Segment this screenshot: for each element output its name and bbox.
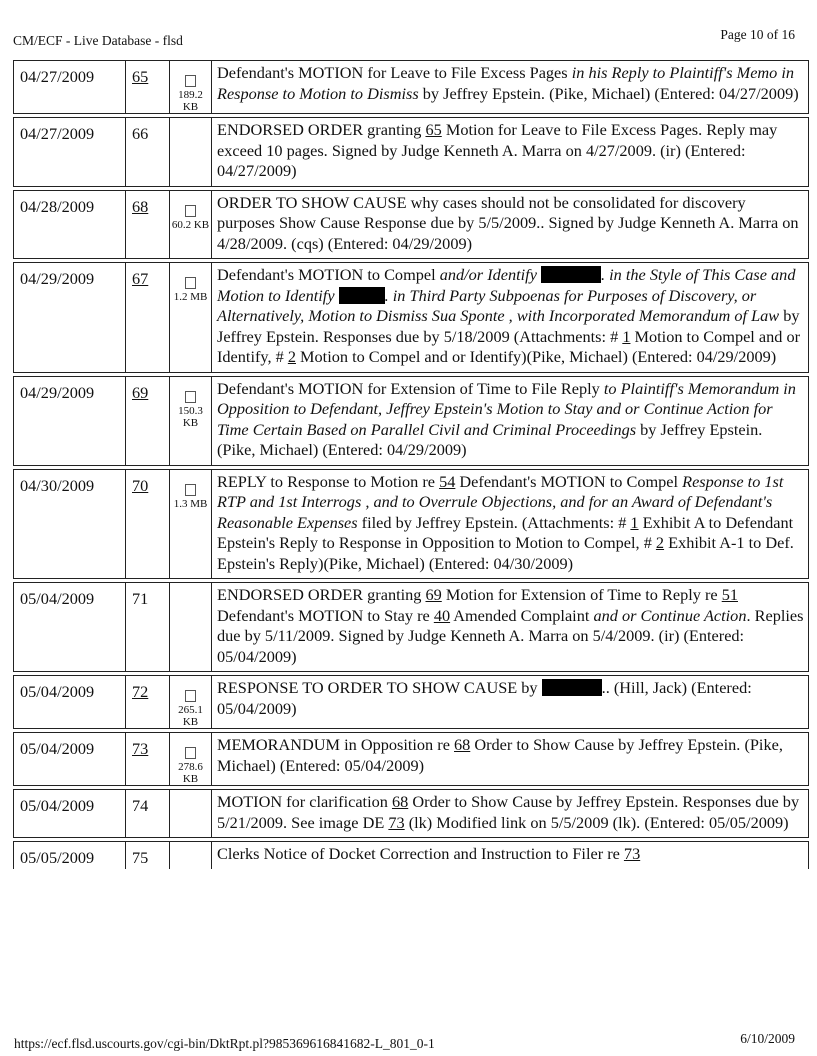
- docket-entry-row: [13, 675, 809, 729]
- document-size: 1.2 MB: [173, 291, 208, 303]
- entry-text: . Replies due by 5/11/2009. Signed by Judge Kenneth A. Marra on 5/4/2009. (ir) (Entered: 05/04/2009): [217, 605, 804, 666]
- docket-reference-link[interactable]: 51: [721, 585, 738, 604]
- docket-entry-row: [13, 376, 809, 466]
- entry-text: Defendant's MOTION for Extension of Time to File Reply: [217, 378, 604, 398]
- entry-number: 66: [132, 124, 149, 143]
- document-icon[interactable]: [185, 75, 196, 87]
- entry-text: Defendant's MOTION for Leave to File Excess Pages: [217, 63, 572, 82]
- entry-text: ENDORSED ORDER granting: [217, 120, 426, 139]
- entry-text: ENDORSED ORDER granting: [217, 585, 426, 604]
- document-cell: [169, 117, 211, 187]
- docket-reference-link[interactable]: 40: [433, 605, 451, 625]
- entry-number-cell: [125, 376, 169, 466]
- docket-entry-row: [13, 190, 809, 260]
- page-footer-url: https://ecf.flsd.uscourts.gov/cgi-bin/DktRpt.pl?985369616841682-L_801_0-1: [14, 1036, 435, 1051]
- document-cell: [169, 469, 211, 580]
- docket-entry-row: [13, 732, 809, 786]
- redaction-block: [541, 266, 601, 283]
- document-icon[interactable]: [185, 747, 196, 759]
- entry-description: [211, 732, 809, 786]
- docket-table: [13, 57, 809, 872]
- entry-number-cell: [125, 190, 169, 260]
- docket-reference-link[interactable]: 1: [622, 326, 631, 346]
- entry-number-cell: [125, 469, 169, 580]
- entry-date: 04/27/2009: [13, 117, 125, 187]
- entry-text: ORDER TO SHOW CAUSE why cases should not be consolidated for discovery purposes Show Cause Response due by 5/5/2009.. Signed by Judge Kenneth A. Marra on 4/28/2009. (cqs) (Entered: 04/29/2009): [217, 192, 799, 253]
- entry-text: RESPONSE TO ORDER TO SHOW CAUSE by: [217, 678, 542, 697]
- docket-entry-row: [13, 117, 809, 187]
- entry-description: [211, 117, 809, 187]
- docket-reference-link[interactable]: 73: [388, 812, 405, 832]
- entry-number: 75: [132, 848, 149, 867]
- entry-date: 04/29/2009: [13, 262, 125, 373]
- document-cell: [169, 190, 211, 260]
- entry-text: Defendant's MOTION to Compel: [455, 471, 683, 491]
- entry-text: by Jeffrey Epstein. (Pike, Michael) (Entered: 04/29/2009): [217, 419, 763, 459]
- document-cell: [169, 262, 211, 373]
- italic-text: Response to 1st RTP and 1st Interrogs , and to Overrule Objections, and for an Award of Defendant's Reasonable Expenses: [217, 471, 784, 532]
- entry-text: Defendant's MOTION to Stay re: [217, 605, 434, 625]
- entry-description: [211, 789, 809, 838]
- entry-date: 05/05/2009: [13, 841, 125, 869]
- entry-date: 05/04/2009: [13, 789, 125, 838]
- entry-number-link[interactable]: 69: [132, 382, 149, 402]
- entry-text: Clerks Notice of Docket Correction and Instruction to Filer re: [217, 844, 624, 863]
- italic-text: and/or Identify: [439, 265, 541, 284]
- document-cell: [169, 582, 211, 672]
- entry-description: [211, 469, 809, 580]
- entry-text: Order to Show Cause by Jeffrey Epstein. (Pike, Michael) (Entered: 05/04/2009): [217, 735, 783, 775]
- entry-text: Motion to Compel and or Identify)(Pike, Michael) (Entered: 04/29/2009): [295, 347, 777, 366]
- document-size: 278.6 KB: [178, 761, 203, 785]
- entry-description: [211, 190, 809, 260]
- entry-number: 74: [132, 796, 149, 815]
- entry-description: [211, 60, 809, 114]
- entry-number-link[interactable]: 65: [132, 67, 149, 86]
- entry-number-link[interactable]: 72: [132, 682, 149, 701]
- document-link[interactable]: [170, 391, 211, 429]
- docket-reference-link[interactable]: 68: [454, 735, 471, 754]
- docket-reference-link[interactable]: 2: [655, 533, 665, 552]
- document-size: 60.2 KB: [171, 218, 210, 231]
- redaction-block: [339, 287, 385, 304]
- document-cell: [169, 732, 211, 786]
- document-size: 189.2 KB: [178, 89, 203, 113]
- entry-date: 05/04/2009: [13, 732, 125, 786]
- entry-number-cell: [125, 262, 169, 373]
- entry-text: REPLY to Response to Motion re: [217, 471, 440, 491]
- docket-reference-link[interactable]: 73: [623, 844, 641, 863]
- entry-text: Exhibit A-1 to Def. Epstein's Reply)(Pike, Michael) (Entered: 04/30/2009): [217, 533, 794, 573]
- entry-text: MEMORANDUM in Opposition re: [217, 735, 454, 754]
- italic-text: . in Third Party Subpoenas for Purposes of Discovery, or Alternatively, Motion to Dismiss Sua Sponte , with Incorporated Memorandum of Law: [217, 285, 780, 325]
- entry-text: Exhibit A to Defendant Epstein's Reply to Response in Opposition to Motion to Compel, #: [217, 512, 794, 552]
- entry-text: by Jeffrey Epstein. (Pike, Michael) (Entered: 04/27/2009): [418, 83, 799, 103]
- docket-entry-row: [13, 582, 809, 672]
- entry-date: 04/29/2009: [13, 376, 125, 466]
- docket-reference-link[interactable]: 1: [630, 512, 639, 532]
- document-cell: [169, 841, 211, 869]
- docket-reference-link[interactable]: 54: [439, 471, 456, 491]
- entry-text: filed by Jeffrey Epstein. (Attachments: #: [357, 512, 631, 532]
- document-link[interactable]: [174, 277, 208, 303]
- document-cell: [169, 60, 211, 114]
- document-size: 150.3 KB: [178, 404, 203, 429]
- entry-text: Motion for Leave to File Excess Pages. Reply may exceed 10 pages. Signed by Judge Kenneth A. Marra on 4/27/2009. (ir) (Entered: 04/27/2009): [217, 120, 778, 180]
- docket-entry-row: [13, 789, 809, 838]
- page-header-title: CM/ECF - Live Database - flsd: [13, 33, 183, 48]
- docket-entry-row: [13, 841, 809, 869]
- entry-text: Motion to Compel and or Identify, #: [217, 326, 801, 366]
- document-link[interactable]: [170, 690, 211, 728]
- document-size: 1.3 MB: [173, 497, 208, 510]
- document-link[interactable]: [172, 205, 209, 231]
- page-number: Page 10 of 16: [720, 27, 795, 42]
- entry-text: MOTION for clarification: [217, 792, 392, 811]
- document-link[interactable]: [170, 747, 211, 785]
- entry-number-cell: [125, 789, 169, 838]
- docket-entry-row: [13, 469, 809, 580]
- document-icon[interactable]: [185, 484, 196, 496]
- entry-text: (lk) Modified link on 5/5/2009 (lk). (Entered: 05/05/2009): [404, 812, 789, 832]
- entry-number-link[interactable]: 67: [132, 269, 149, 288]
- document-cell: [169, 675, 211, 729]
- docket-reference-link[interactable]: 2: [287, 347, 296, 366]
- entry-description: [211, 582, 809, 672]
- docket-reference-link[interactable]: 69: [425, 585, 442, 604]
- document-cell: [169, 376, 211, 466]
- page-footer-date: 6/10/2009: [740, 1031, 795, 1046]
- entry-text: Order to Show Cause by Jeffrey Epstein. Responses due by 5/21/2009. See image DE: [217, 792, 800, 832]
- italic-text: and or Continue Action: [593, 605, 747, 625]
- document-cell: [169, 789, 211, 838]
- entry-number: 71: [132, 589, 149, 608]
- entry-description: [211, 262, 809, 373]
- document-link[interactable]: [174, 484, 208, 510]
- entry-text: by Jeffrey Epstein. Responses due by 5/18/2009 (Attachments: #: [217, 306, 800, 346]
- entry-date: 04/30/2009: [13, 469, 125, 580]
- italic-text: to Plaintiff's Memorandum in Opposition to Defendant, Jeffrey Epstein's Motion to Stay and or Continue Action for Time Certain Based on Parallel Civil and Criminal Proceedings: [217, 378, 796, 439]
- entry-description: [211, 376, 809, 466]
- entry-number-cell: [125, 117, 169, 187]
- entry-text: Defendant's MOTION to Compel: [217, 265, 440, 284]
- document-link[interactable]: [170, 75, 211, 113]
- entry-description: [211, 675, 809, 729]
- italic-text: in his Reply to Plaintiff's Memo in Response to Motion to Dismiss: [217, 63, 795, 103]
- entry-date: 05/04/2009: [13, 582, 125, 672]
- docket-reference-link[interactable]: 68: [391, 792, 409, 811]
- document-size: 265.1 KB: [178, 704, 203, 728]
- entry-number-link[interactable]: 70: [132, 475, 149, 495]
- entry-description: [211, 841, 809, 869]
- document-icon[interactable]: [185, 277, 196, 289]
- entry-number-cell: [125, 60, 169, 114]
- entry-number-link[interactable]: 73: [132, 739, 149, 758]
- entry-text: .. (Hill, Jack) (Entered: 05/04/2009): [217, 678, 752, 718]
- docket-entry-row: [13, 262, 809, 373]
- entry-date: 04/27/2009: [13, 60, 125, 114]
- entry-number-link[interactable]: 68: [132, 196, 149, 216]
- entry-number-cell: [125, 732, 169, 786]
- entry-number-cell: [125, 841, 169, 869]
- redaction-block: [542, 679, 602, 696]
- entry-text: Amended Complaint: [450, 605, 594, 625]
- entry-number-cell: [125, 582, 169, 672]
- entry-number-cell: [125, 675, 169, 729]
- docket-reference-link[interactable]: 65: [425, 120, 442, 139]
- document-icon[interactable]: [185, 391, 196, 403]
- docket-entry-row: [13, 60, 809, 114]
- entry-date: 05/04/2009: [13, 675, 125, 729]
- entry-text: Motion for Extension of Time to Reply re: [441, 585, 722, 604]
- italic-text: . in the Style of This Case and Motion to Identify: [217, 265, 796, 305]
- document-icon[interactable]: [185, 690, 196, 702]
- entry-date: 04/28/2009: [13, 190, 125, 260]
- document-icon[interactable]: [185, 205, 196, 217]
- docket-body: [13, 60, 809, 869]
